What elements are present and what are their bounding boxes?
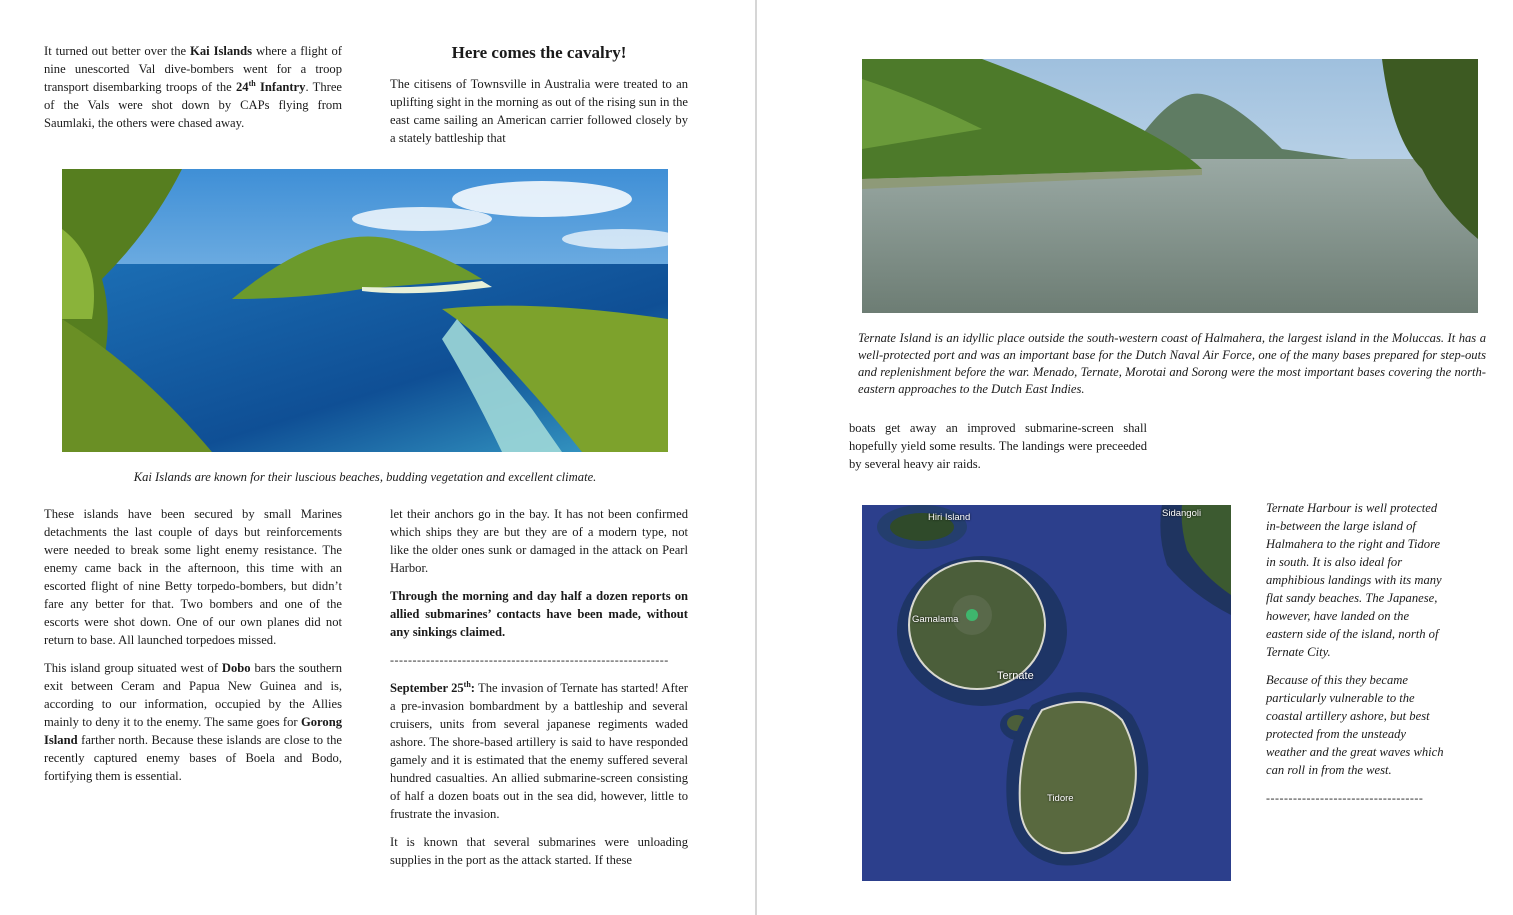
invasion-column [390,505,688,879]
paragraph [390,587,688,641]
paragraph: These islands have been secured by small Marines detachments the last couple of days but reinforcements were needed to break some light enemy resistance. The enemy came back in the afternoon, this time with an escorted flight of nine Betty torpedo-bombers, but didn’t fare any better for that. Two bombers and one of the escorts were shot down. One of our own planes did not return to base. All launched torpedoes missed. [44,507,342,647]
ternate-map [862,505,1231,881]
map-label-ternate: Ternate [997,670,1034,682]
text-run: bars the southern exit between Ceram and Papua New Guinea and is, according to our information, occupied by the Allies mainly to deny it to the enemy. The same goes for [44,661,342,729]
section-heading: Here comes the cavalry! [451,43,627,62]
text-run: . Three of the Vals were shot down by CAPs flying from Saumlaki, the others were chased away. [44,80,342,130]
dashed-divider: ----------------------------------- [1266,791,1424,805]
bold-run: Through the morning and day half a dozen reports on allied submarines’ contacts have been made, without any sinkings claimed. [390,589,688,639]
bold-run: Kai Islands [190,44,253,58]
bold-run: Dobo [221,661,251,675]
superscript: th [248,78,256,88]
boats-paragraph [849,419,1147,483]
superscript: th [463,679,471,689]
paragraph: It is known that several submarines were unloading supplies in the port as the attack started. If these [390,835,688,867]
map-label-sidangoli: Sidangoli [1162,508,1202,519]
text-run: The invasion of Ternate has started! After a pre-invasion bombardment by a battleship and several cruisers, units from several japanese regiments waded ashore. The shore-based artillery is said to have responded gamely and it is estimated that the enemy suffered several hundred casualties. An allied submarine-screen consisting of half a dozen boats out in the sea did, however, little to frustrate the invasion. [390,681,688,821]
bold-run: Gorong Island [44,715,342,747]
text-run: 24 [235,80,249,94]
text-run: This island group situated west of [44,661,222,675]
map-label-gamalama: Gamalama [912,614,959,625]
kai-islands-caption: Kai Islands are known for their luscious beaches, budding vegetation and excellent climate. [133,470,597,484]
map-label-hiri-island: Hiri Island [928,512,971,523]
kai-islands-paragraph [44,42,342,142]
kai-islands-photo [62,169,668,452]
bold-run [236,80,305,94]
text-run: : [470,681,475,695]
text-run: It turned out better over the [44,44,191,58]
cavalry-paragraph [390,75,688,157]
ternate-photo [862,59,1478,313]
paragraph: Because of this they became particularly vulnerable to the coastal artillery ashore, but best protected from the unsteady weather and the great waves which can roll in from the west. [1266,673,1444,777]
text-run: September 25 [390,681,464,695]
text-run: Infantry [259,80,306,94]
paragraph: The citisens of Townsville in Australia were treated to an uplifting sight in the morning as out of the rising sun in the east came sailing an American carrier followed closely by a stately battleship that [390,77,688,145]
paragraph [390,679,688,823]
page-divider [755,0,757,915]
paragraph: boats get away an improved submarine-screen shall hopefully yield some results. The landings were preceeded by several heavy air raids. [849,421,1147,471]
map-label-tidore: Tidore [1047,793,1074,804]
text-run: where a flight of nine unescorted Val dive-bombers went for a troop transport disembarking troops of the [44,44,342,94]
paragraph: Ternate Harbour is well protected in-between the large island of Halmahera to the right and Tidore in south. It is also ideal for amphibious landings with its many flat sandy beaches. The Japanese, however, have landed on the eastern side of the island, north of Ternate City. [1266,501,1442,659]
harbour-sidebar [1266,499,1444,817]
dashed-divider: -------------------------------------------------------------- [390,653,669,667]
ternate-caption: Ternate Island is an idyllic place outside the south-western coast of Halmahera, the largest island in the Moluccas. It has a well-protected port and was an important base for the Dutch Naval Air Force, one of the many bases prepared for step-outs and replenishment before the war. Menado, Ternate, Morotai and Sorong were the most important bases covering the north-eastern approaches to the Dutch East Indies. [858,331,1486,396]
paragraph: let their anchors go in the bay. It has not been confirmed which ships they are but they are of a modern type, not like the older ones sunk or damaged in the attack on Pearl Harbor. [390,507,688,575]
paragraph [44,659,342,785]
bold-run [390,681,475,695]
text-run: farther north. Because these islands are close to the recently captured enemy bases of Boela and Bodo, fortifying them is essential. [44,733,342,783]
marines-column [44,505,342,795]
